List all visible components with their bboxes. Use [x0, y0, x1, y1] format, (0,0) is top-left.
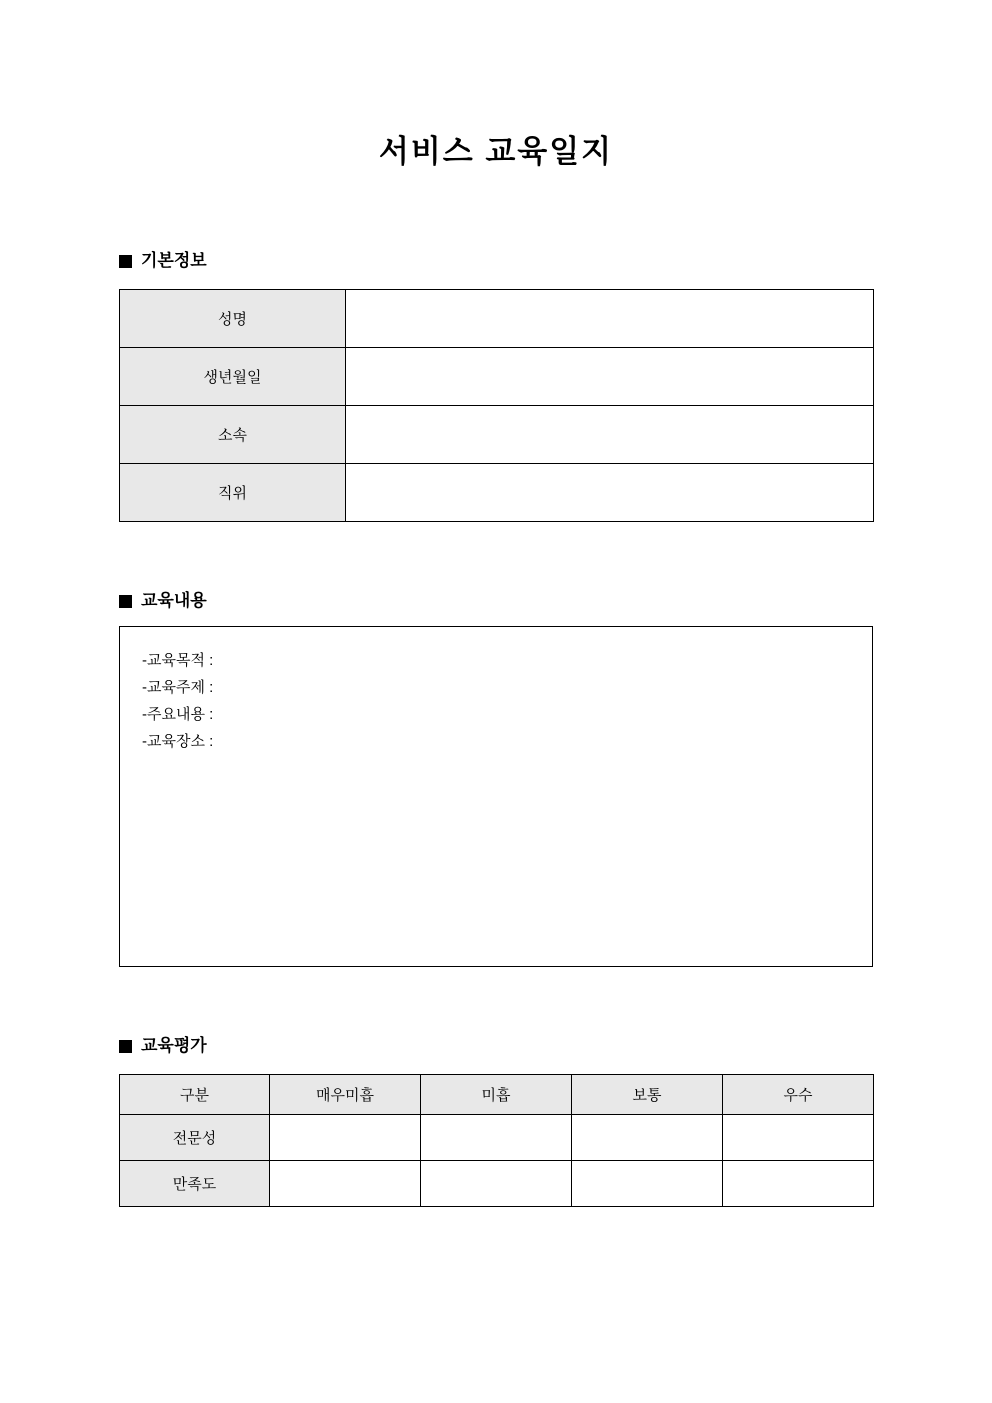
eval-cell-expertise-very-poor[interactable] — [270, 1115, 421, 1161]
section-heading-label: 교육내용 — [141, 591, 207, 610]
eval-cell-expertise-average[interactable] — [572, 1115, 723, 1161]
eval-row-label-expertise: 전문성 — [120, 1115, 270, 1161]
eval-column-header-category: 구분 — [120, 1075, 270, 1115]
basic-info-value-name[interactable] — [346, 290, 874, 348]
table-row — [120, 290, 874, 348]
basic-info-value-birthdate[interactable] — [346, 348, 874, 406]
eval-column-header-average: 보통 — [572, 1075, 723, 1115]
table-row — [120, 464, 874, 522]
basic-info-label-birthdate: 생년월일 — [120, 348, 346, 406]
eval-column-header-excellent: 우수 — [723, 1075, 874, 1115]
page-title: 서비스 교육일지 — [378, 134, 614, 169]
table-row — [120, 1161, 874, 1207]
list-item: -교육장소 : — [142, 733, 214, 750]
list-item: -교육주제 : — [142, 679, 214, 696]
education-content-lines — [120, 627, 872, 755]
eval-column-header-very-poor: 매우미흡 — [270, 1075, 421, 1115]
table-row — [120, 348, 874, 406]
list-item: -주요내용 : — [142, 706, 214, 723]
section-heading-basic-info — [119, 250, 207, 272]
section-heading-label: 기본정보 — [141, 251, 207, 270]
eval-cell-satisfaction-average[interactable] — [572, 1161, 723, 1207]
section-heading-label: 교육평가 — [141, 1036, 207, 1055]
eval-row-label-satisfaction: 만족도 — [120, 1161, 270, 1207]
table-row — [120, 406, 874, 464]
eval-cell-satisfaction-excellent[interactable] — [723, 1161, 874, 1207]
basic-info-table — [119, 289, 874, 522]
education-content-box[interactable] — [119, 626, 873, 967]
filled-square-icon — [119, 1040, 132, 1053]
basic-info-label-name: 성명 — [120, 290, 346, 348]
section-heading-education-evaluation — [119, 1035, 207, 1057]
list-item: -교육목적 : — [142, 652, 214, 669]
table-header-row — [120, 1075, 874, 1115]
eval-cell-expertise-poor[interactable] — [421, 1115, 572, 1161]
basic-info-value-position[interactable] — [346, 464, 874, 522]
basic-info-value-affiliation[interactable] — [346, 406, 874, 464]
basic-info-label-affiliation: 소속 — [120, 406, 346, 464]
eval-column-header-poor: 미흡 — [421, 1075, 572, 1115]
eval-cell-satisfaction-very-poor[interactable] — [270, 1161, 421, 1207]
basic-info-label-position: 직위 — [120, 464, 346, 522]
table-row — [120, 1115, 874, 1161]
filled-square-icon — [119, 255, 132, 268]
filled-square-icon — [119, 595, 132, 608]
section-heading-education-content — [119, 590, 207, 612]
education-evaluation-table — [119, 1074, 874, 1207]
eval-cell-expertise-excellent[interactable] — [723, 1115, 874, 1161]
eval-cell-satisfaction-poor[interactable] — [421, 1161, 572, 1207]
